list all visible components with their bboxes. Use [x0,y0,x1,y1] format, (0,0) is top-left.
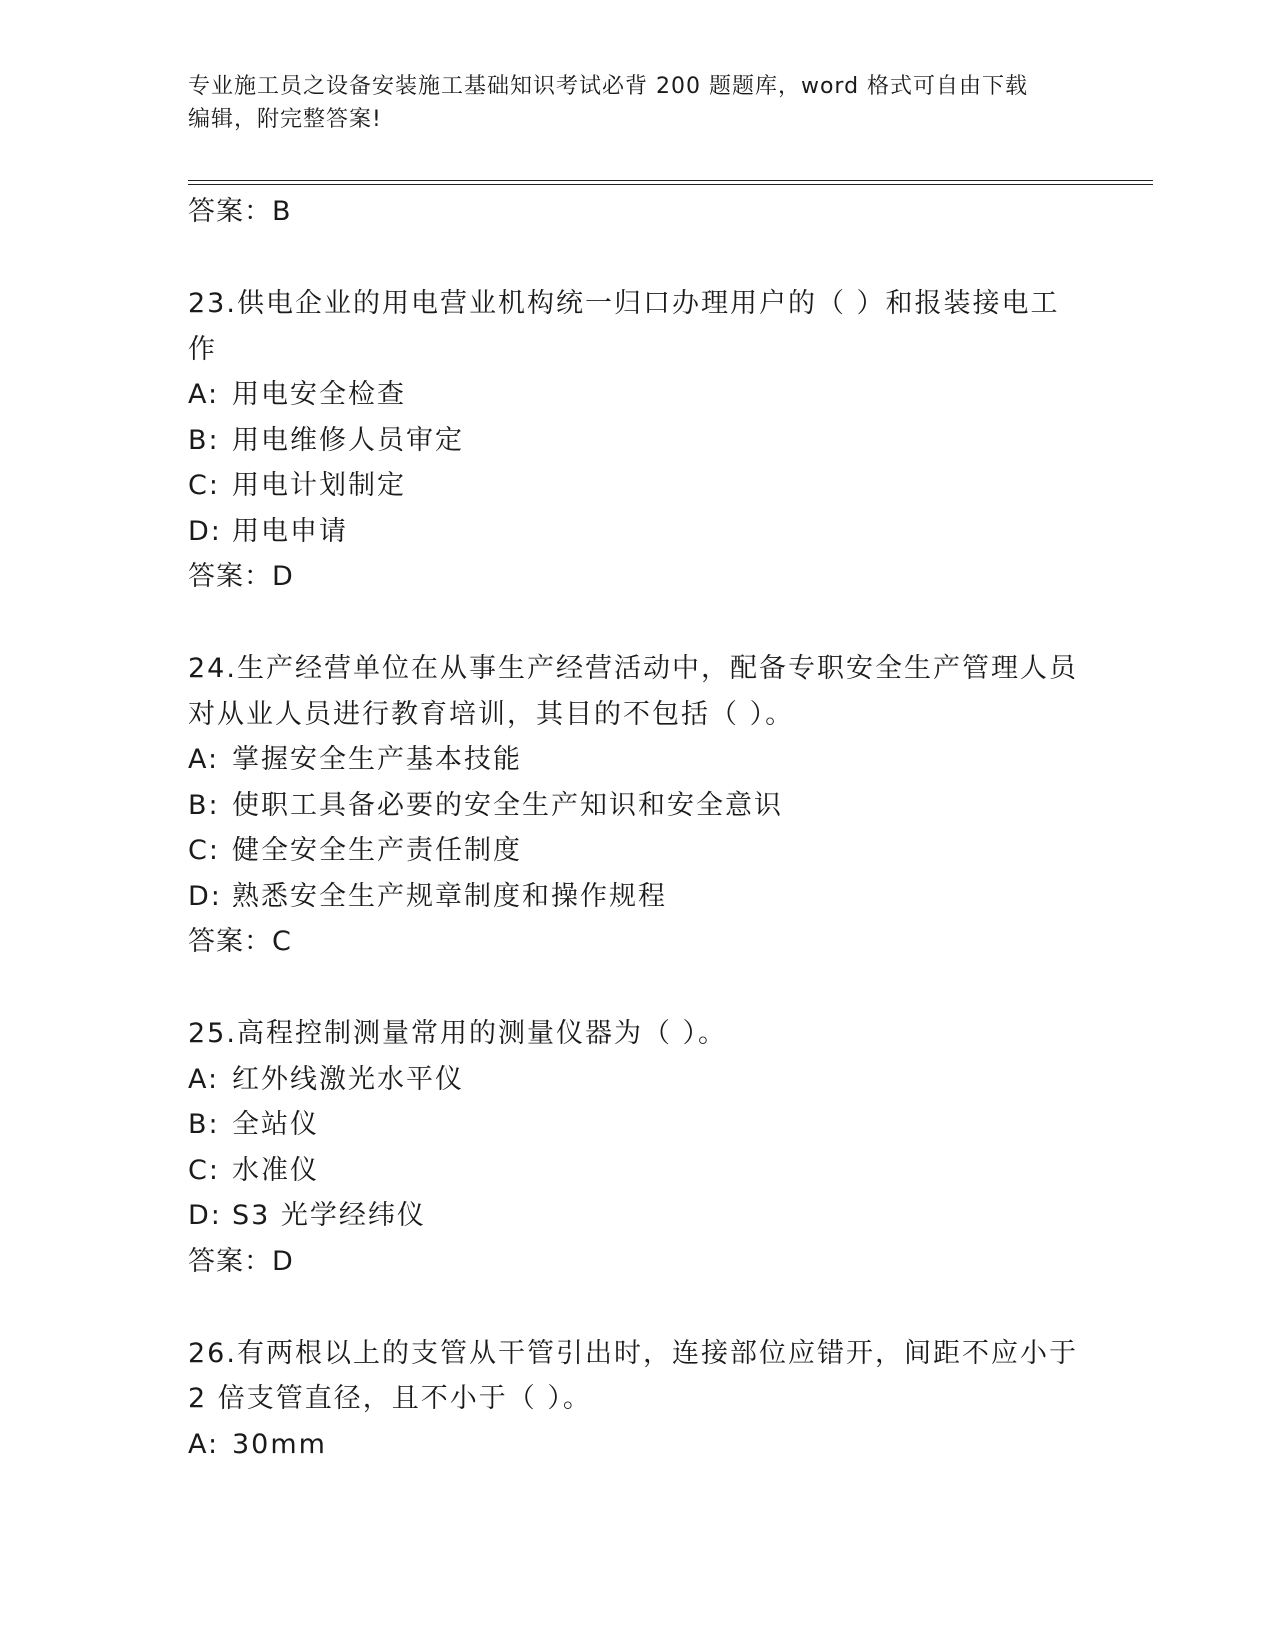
option-text: 用电维修人员审定 [232,424,464,456]
question-25 [188,1011,1088,1285]
option-d [188,874,1088,920]
question-26 [188,1331,1088,1468]
option-letter: B: [188,789,220,821]
option-letter: B: [188,424,220,456]
question-stem-line: 2 倍支管直径，且不小于（ ）。 [188,1383,592,1414]
document-header [188,70,1068,136]
option-text: 健全安全生产责任制度 [232,835,522,866]
option-c [188,828,1088,874]
answer-line: 答案：B [188,196,292,227]
option-b [188,783,1088,829]
option-a [188,737,1088,783]
question-stem-line: 对从业人员进行教育培训，其目的不包括（ ）。 [188,698,795,730]
header-divider-bottom [188,184,1153,185]
option-text: 全站仪 [232,1109,319,1140]
option-b [188,1102,1088,1148]
option-a [188,1057,1088,1103]
option-text: 30mm [232,1428,327,1460]
option-a [188,372,1088,418]
option-letter: A: [188,744,220,775]
option-letter: A: [188,379,220,410]
option-b [188,418,1088,464]
question-stem-line: 26.有两根以上的支管从干管引出时，连接部位应错开，间距不应小于 [188,1337,1078,1369]
option-letter: D: [188,515,222,547]
option-d [188,1193,1088,1239]
option-c [188,1148,1088,1194]
option-text: 水准仪 [232,1154,319,1186]
option-text: 用电计划制定 [232,470,406,501]
option-letter: A: [188,1428,220,1460]
option-letter: C: [188,470,220,501]
answer-line: 答案：C [188,926,292,957]
header-divider-top [188,180,1153,181]
option-letter: C: [188,1154,220,1186]
answer-line: 答案：D [188,1245,294,1277]
option-d [188,509,1088,555]
question-list [188,189,1088,1467]
option-text: 使职工具备必要的安全生产知识和安全意识 [232,789,783,821]
option-text: 红外线激光水平仪 [232,1063,464,1095]
option-text: 用电安全检查 [232,379,406,410]
question-stem-line: 作 [188,333,217,365]
option-text: 掌握安全生产基本技能 [232,744,522,775]
option-text: 熟悉安全生产规章制度和操作规程 [232,880,667,912]
option-letter: D: [188,880,222,912]
option-letter: D: [188,1200,222,1231]
question-24 [188,646,1088,965]
header-title-line-2: 编辑，附完整答案! [188,107,382,132]
header-title-line-1: 专业施工员之设备安装施工基础知识考试必背 200 题题库，word 格式可自由下载 [188,74,1029,99]
option-c [188,463,1088,509]
question-stem-line: 24.生产经营单位在从事生产经营活动中，配备专职安全生产管理人员 [188,653,1078,684]
option-letter: C: [188,835,220,866]
question-stem-line: 25.高程控制测量常用的测量仪器为（ ）。 [188,1018,728,1049]
option-letter: A: [188,1063,220,1095]
option-letter: B: [188,1109,220,1140]
answer-line: 答案：D [188,561,294,592]
question-23 [188,281,1088,600]
question-stem-line: 23.供电企业的用电营业机构统一归口办理用户的（ ）和报装接电工 [188,288,1060,319]
option-text: S3 光学经纬仪 [232,1200,426,1231]
option-text: 用电申请 [232,515,348,547]
option-a [188,1422,1088,1468]
